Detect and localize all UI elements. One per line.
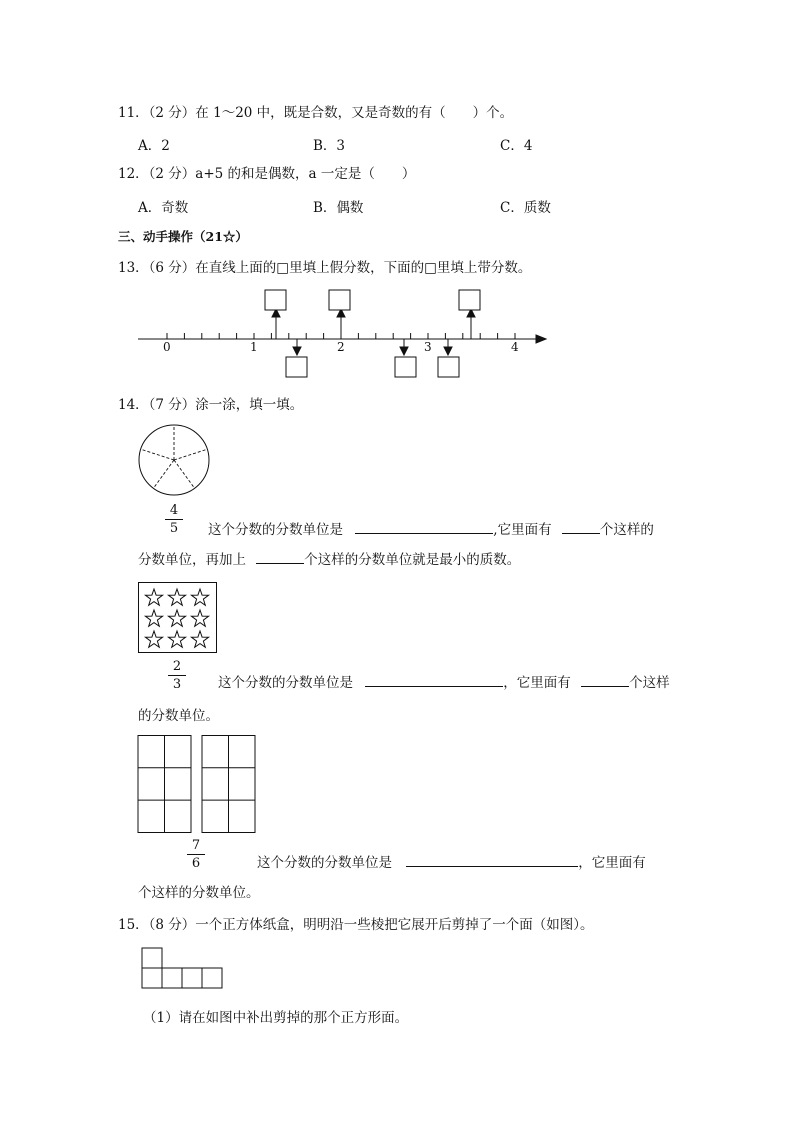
fraction-denominator: 6 (191, 856, 201, 871)
cube-net-figure (141, 947, 227, 993)
q14-part1-text-c: 个这样的 (599, 522, 654, 538)
q14-part3-text-b: ，它里面有 (578, 855, 646, 871)
answer-blank[interactable] (406, 854, 578, 867)
q12-option-c: C．质数 (500, 200, 551, 216)
fraction-4-5 (165, 503, 183, 536)
q13-stem: 13．（6 分）在直线上面的□里填上假分数，下面的□里填上带分数。 (118, 260, 532, 276)
tick-label-0: 0 (163, 340, 171, 354)
q15-sub1: （1）请在如图中补出剪掉的那个正方形面。 (143, 1010, 409, 1026)
tick-label-4: 4 (511, 340, 519, 354)
q14-part2-text-c: 个这样 (629, 675, 670, 691)
number-line-figure (130, 285, 560, 385)
stars-box-figure (138, 582, 218, 654)
q14-part2-text-a: 这个分数的分数单位是 (218, 675, 353, 691)
fraction-numerator: 7 (191, 838, 201, 853)
two-grids-figure (137, 735, 257, 835)
fraction-7-6 (187, 838, 205, 871)
section-3-heading: 三、动手操作（21☆） (118, 229, 248, 244)
q14-part2-text-b: ，它里面有 (503, 675, 571, 691)
q11-option-c: C．4 (500, 138, 533, 154)
q12-option-b: B．偶数 (313, 200, 364, 216)
q14-part2-text-d: 的分数单位。 (138, 708, 219, 724)
q12-stem: 12．（2 分）a+5 的和是偶数，a 一定是（ ） (118, 166, 416, 182)
q14-part1-line1 (208, 521, 654, 539)
answer-blank[interactable] (355, 521, 493, 534)
q12-option-a: A．奇数 (138, 200, 189, 216)
q11-option-b: B．3 (313, 138, 346, 154)
q14-part2-line1 (218, 674, 670, 692)
q14-part3-text-c: 个这样的分数单位。 (138, 885, 260, 901)
q14-part1-text-e: 个这样的分数单位就是最小的质数。 (304, 552, 521, 568)
fraction-denominator: 3 (172, 677, 182, 692)
circle-five-parts-figure (137, 423, 211, 497)
q11-option-a: A．2 (138, 138, 170, 154)
answer-blank[interactable] (562, 521, 600, 534)
tick-label-3: 3 (424, 340, 432, 354)
q14-part3-line1 (257, 854, 646, 872)
fraction-numerator: 4 (169, 503, 179, 518)
q15-stem: 15．（8 分）一个正方体纸盒，明明沿一些棱把它展开后剪掉了一个面（如图）。 (118, 917, 594, 933)
fraction-denominator: 5 (169, 521, 179, 536)
q14-stem: 14．（7 分）涂一涂，填一填。 (118, 397, 304, 413)
q14-part1-text-a: 这个分数的分数单位是 (208, 522, 343, 538)
fraction-2-3 (168, 659, 186, 692)
answer-blank[interactable] (365, 674, 503, 687)
q14-part1-text-b: ,它里面有 (493, 522, 552, 538)
q14-part1-line2 (138, 551, 520, 569)
answer-blank[interactable] (581, 674, 629, 687)
answer-blank[interactable] (256, 551, 304, 564)
q14-part1-text-d: 分数单位，再加上 (138, 552, 246, 568)
q14-part3-text-a: 这个分数的分数单位是 (257, 855, 392, 871)
tick-label-1: 1 (250, 340, 258, 354)
tick-label-2: 2 (337, 340, 345, 354)
fraction-numerator: 2 (172, 659, 182, 674)
q11-stem: 11．（2 分）在 1～20 中，既是合数，又是奇数的有（ ）个。 (118, 105, 514, 121)
